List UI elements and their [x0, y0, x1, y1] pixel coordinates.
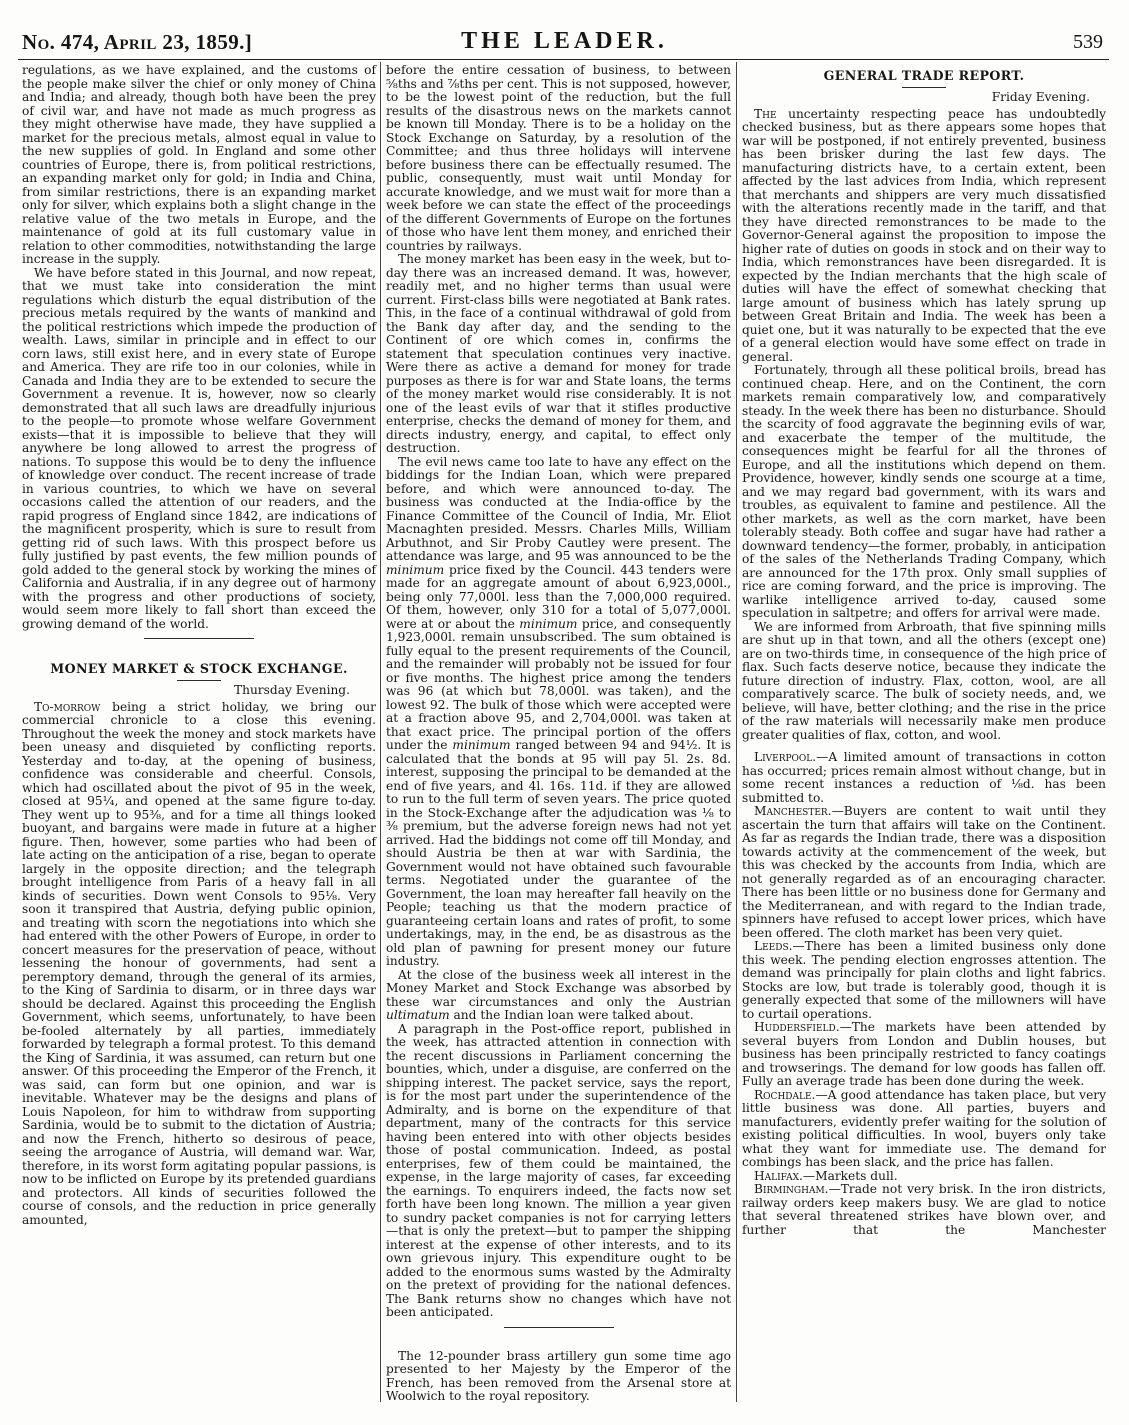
article-paragraph: [386, 969, 731, 1023]
article-paragraph: [386, 1350, 731, 1404]
article-paragraph: [386, 253, 731, 456]
article-paragraph: [742, 940, 1106, 1021]
paragraph-text: Fortunately, through all these political broils, bread has continued cheap. Here, and on the Continent, the corn markets remain comparatively low, and comparatively steady. In the week there has been no disturbance. Should the scarcity of food aggravate the beginning evils of war, and exacerbate the temper of the multitude, the consequences might be fearful for all the thrones of Europe, and all the institutions which depend on them. Providence, however, kindly sends one scourge at a time, and we may regard bad government, with its wars and troubles, as equivalent to famine and pestilence. All the other markets, as well as the corn market, have been tolerably steady. Both coffee and sugar have had rather a downward tendency—the former, probably, in anticipation of the sales of the Netherlands Trading Company, which are announced for the 17th prox. Only small supplies of rice are coming forward, and the price is improving. The warlike intelligence arrived to-day, caused some speculation in saltpetre; and offers for arrival were made.: [742, 363, 1106, 620]
italic-text: ultimatum: [386, 1008, 450, 1022]
article-paragraph: [22, 64, 376, 267]
article-paragraph: [742, 751, 1106, 805]
column-left: [22, 64, 376, 1404]
paragraph-text: We are informed from Arbroath, that five spinning mills are shut up in that town, and all the others (except one) are on two-thirds time, in consequence of the high price of flax. Such facts deserve notice, because they indicate the future direction of industry. Flax, cotton, wool, are all comparatively scarce. The bulk of society needs, and, we believe, will have, better clothing; and the rise in the price of the raw materials will necessarily make men produce greater qualities of flax, cotton, and wool.: [742, 619, 1106, 742]
article-paragraph: [386, 456, 731, 969]
paragraph-text: —Buyers are content to wait until they ascertain the turn that affairs will take on the Continent. As far as regards the Indian trade, there was a disposition towards activity at the commencement of the week, but this was checked by the accounts from India, which are not generally regarded as of an encouraging character. There has been little or no business done for Germany and the Mediterranean, and with regard to the Indian trade, spinners have refused to accept lower prices, which have been offered. The cloth market has been very quiet.: [742, 804, 1106, 940]
article-paragraph: [386, 64, 731, 253]
paragraph-lead-word: Leeds.: [754, 939, 793, 953]
paragraph-text: before the entire cessation of business, to between ⅝ths and ⅞ths per cent. This is not supposed, however, to be the lowest point of the reduction, but the full results of the disastrous news on the markets cannot be known till Monday. There is to be a holiday on the Stock Exchange on Saturday, by a resolution of the Committee; and thus three holidays will intervene before business there can be effectually resumed. The public, consequently, must wait until Monday for accurate knowledge, and we must wait for more than a week before we can state the effect of the proceedings of the different Governments of Europe on the fortunes of those who have lent them money, and enriched their countries by railways.: [386, 63, 731, 253]
paragraph-text: The money market has been easy in the week, but to-day there was an increased demand. It was, however, readily met, and no higher terms than usual were current. First-class bills were negotiated at Bank rates. This, in the face of a continual withdrawal of gold from the Bank day after day, and the sending to the Continent of ore which comes in, confirms the statement that speculation continues very inactive. Were there as active a demand for money for trade purposes as there is for war and State loans, the terms of the money market would rise considerably. It is not one of the least evils of war that it stifles productive enterprise, checks the demand of money for them, and directs industry, energy, and capital, to effect only destruction.: [386, 252, 731, 455]
paragraph-text: —There has been a limited business only done this week. The pending election engrosses attention. The demand was principally for plain cloths and light fabrics. Stocks are low, but trade is tolerably good, though it is generally expected that some of the millowners will have to curtail operations.: [742, 939, 1106, 1021]
section-heading: MONEY MARKET & STOCK EXCHANGE.: [50, 661, 348, 676]
paragraph-lead-word: Rochdale.: [754, 1087, 816, 1102]
paragraph-text: price fixed by the Council. 443 tenders were made for an aggregate amount of about 6,923,000l., being only 77,000l. less than the 7,000,000 required. Of them, however, only 310 for a total of 5,077,000l. were at or about the: [386, 562, 731, 631]
paragraph-text: being a strict holiday, we bring our commercial chronicle to a close this evening. Throughout the week the money and stock markets have been uneasy and disquieted by conflicting reports. Yesterday and to-day, at the opening of business, confidence was considerable and cheerful. Consols, which had oscillated about the pivot of 95 in the week, closed at 95¼, and opened at the same figure to-day. They went up to 95⅜, and for a time all things looked buoyant, and bargains were made in future at a higher figure. Then, however, some parties who had been of late acting on the anticipation of a rise, began to operate largely in the opposite direction; and the telegraph brought intelligence from Paris of a heavy fall in all kinds of securities. Down went Consols to 95⅛. Very soon it transpired that Austria, defying public opinion, and treating with scorn the negotiations into which she had entered with the other Powers of Europe, in order to concert measures for the preservation of peace, without lessening the honour of governments, had sent a peremptory demand, through the general of its armies, to the King of Sardinia to disarm, or in three days war should be declared. Against this proceeding the English Government, which seems, unfortunately, to have been be-fooled alternately by all parties, immediately forwarded by telegraph a formal protest. To this demand the King of Sardinia, it was assumed, can return but one answer. Of this proceeding the Emperor of the French, it was said, can form but one opinion, and war is inevitable. Whatever may be the designs and plans of Louis Napoleon, for him to withdraw from supporting Sardinia, would be to submit to the dictation of Austria; and now the French, hitherto so desirous of peace, seeing the arrogance of Austria, will demand war. War, therefore, in its worst form agitating popular passions, is now to be inflicted on Europe by its pretended guardians and protectors. All kinds of securities followed the course of consols, and the reduction in price generally amounted,: [22, 699, 376, 1227]
paragraph-lead-word: Halifax.: [754, 1168, 803, 1183]
paragraph-text: —The markets have been attended by several buyers from London and Dublin houses, but business has been principally restricted to fancy coatings and trowserings. The demand for low goods has fallen off. Fully an average trade has been done during the week.: [742, 1020, 1106, 1088]
paragraph-text: —A limited amount of transactions in cotton has occurred; prices remain almost without change, but in some recent instances a reduction of ⅛d. has been submitted to.: [742, 750, 1106, 805]
article-paragraph: [742, 364, 1106, 621]
article-paragraph: [742, 1170, 1106, 1184]
paragraph-text: A paragraph in the Post-office report, published in the week, has attracted attention in connection with the recent discussions in Parliament concerning the bounties, which, under a disguise, are conferred on the shipping interest. The packet service, says the report, is for the most part under the superintendence of the Admiralty, and is borne on the expenditure of that department, many of the contracts for this service having been entered into with other objects besides those of postal communication. Indeed, as postal enterprises, few of them could be maintained, the expense, in the large majority of cases, far exceeding the earnings. To enquirers indeed, the facts now set forth have been long known. The million a year given to sundry packet companies is not for carrying letters—that is only the pretext—but to pamper the shipping interest at the expense of other interests, and to its own grievous injury. This expenditure ought to be added to the enormous sums wasted by the Admiralty on the pretext of providing for the national defences. The Bank returns show no changes which have not been anticipated.: [386, 1021, 731, 1319]
section-divider-rule: [144, 638, 254, 639]
paragraph-text: regulations, as we have explained, and the customs of the people make silver the chief or only money of China and India; and already, though both have been the prey of civil war, and have not made as much progress as they might otherwise have made, they have supplied a market for the precious metals, almost equal in value to the new supplies of gold. In England and some other countries of Europe, there is, from political restrictions, an expanding market only for gold; in India and China, from similar restrictions, there is an expanding market only for silver, which explains both a slight change in the relative value of the two metals in Europe, and the maintenance of gold at its full customary value in relation to other commodities, notwithstanding the large increase in the supply.: [22, 63, 376, 266]
section-divider-rule: [177, 680, 221, 681]
column-divider: [380, 62, 381, 1402]
paragraph-text: —Trade not very brisk. In the iron districts, railway orders keep makers busy. We are glad to notice that several threatened strikes have blown over, and further that the Manchester: [742, 1182, 1106, 1237]
article-paragraph: [22, 701, 376, 1228]
article-paragraph: [742, 1183, 1106, 1237]
article-paragraph: [742, 621, 1106, 743]
column-right: [742, 64, 1106, 1404]
paragraph-lead-word: The: [754, 106, 777, 121]
paragraph-text: uncertainty respecting peace has undoubtedly checked business, but as there appears some hopes that war will be postponed, if not entirely prevented, business has been brisker during the last few days. The manufacturing districts have, to a certain extent, been affected by the last advices from India, which represent that merchants and shippers are very much dissatisfied with the alterations recently made in the tariff, and that they have directed remonstrances to be made to the Governor-General against the proposition to impose the higher rate of duties on goods in stock and on their way to India, which remonstrances have been disregarded. It is expected by the Indian merchants that the high scale of duties will have the effect of somewhat checking that large amount of business which has lately sprung up between Great Britain and India. The week has been a quiet one, but it was naturally to be expected that the eve of a general election would have some effect on trade in general.: [742, 106, 1106, 364]
paragraph-text: —Markets dull.: [802, 1168, 898, 1183]
paragraph-lead-word: To-morrow: [34, 699, 101, 714]
article-paragraph: [742, 1089, 1106, 1170]
article-paragraph: [22, 267, 376, 632]
italic-text: minimum: [452, 738, 511, 752]
section-dateline: Friday Evening.: [991, 90, 1090, 104]
paragraph-lead-word: Manchester.: [754, 804, 832, 818]
column-middle: [386, 64, 731, 1404]
page-number: 539: [1073, 31, 1103, 53]
paragraph-text: At the close of the business week all interest in the Money Market and Stock Exchange was absorbed by these war circumstances and only the Austrian: [386, 967, 731, 1009]
paragraph-text: The evil news came too late to have any effect on the biddings for the Indian Loan, which were prepared before, and which were announced to-day. The business was conducted at the India-office by the Finance Committee of the Council of India, Mr. Eliot Macnaghten presided. Messrs. Charles Mills, William Arbuthnot, and Sir Proby Cautley were present. The attendance was large, and 95 was announced to be the: [386, 454, 731, 563]
section-divider-rule: [504, 1327, 614, 1328]
column-divider: [736, 62, 737, 1402]
paragraph-text: and the Indian loan were talked about.: [449, 1008, 694, 1022]
italic-text: minimum: [519, 616, 578, 631]
paragraph-text: ranged between 94 and 94½. It is calculated that the bonds at 95 will pay 5l. 2s. 8d. interest, supposing the principal to be demanded at the end of five years, and 4l. 16s. 11d. if they are allowed to run to the full term of seven years. The price quoted in the Stock-Exchange after the adjudication was ⅛ to ⅜ premium, but the adverse foreign news had not yet arrived. Had the biddings not come off till Monday, and should Austria be then at war with Sardinia, the Government would not have obtained such favourable terms. Negotiated under the guarantee of the Government, the loan may hereafter fall heavily on the People; teaching us that the modern practice of guaranteeing certain loans and rates of profit, to some undertakings, may, in the end, be as disastrous as the old plan of pawning for present money our future industry.: [386, 738, 732, 968]
article-paragraph: [742, 108, 1106, 365]
paragraph-text: We have before stated in this Journal, and now repeat, that we must take into consideration the mint regulations which disturb the equal distribution of the precious metals required by the wants of mankind and the political restrictions which impede the production of wealth. Laws, similar in principle and in effect to our corn laws, still exist here, and in every state of Europe and America. They are rife too in our colonies, while in Canada and India they are to be extended to secure the Government a revenue. It is, however, now so clearly demonstrated that all such laws are dreadfully injurious to the people—to promote whose welfare Government exists—that it is impossible to believe that they will anywhere be long allowed to arrest the progress of nations. To suppose this would be to deny the influence of knowledge over conduct. The recent increase of trade in various countries, to which we have on several occasions called the attention of our readers, and the rapid progress of England since 1842, are indications of the magnificent prosperity, which is sure to result from getting rid of such laws. With this prospect before us fully justified by past events, the few million pounds of gold added to the general stock by working the mines of California and Australia, if in any degree out of harmony with the progress and other productions of society, would seem more likely to fall short than exceed the growing demand of the world.: [22, 265, 376, 631]
paragraph-text: The 12-pounder brass artillery gun some time ago presented to her Majesty by the Emperor of the French, has been removed from the Arsenal store at Woolwich to the royal repository.: [386, 1348, 731, 1403]
newspaper-title: THE LEADER.: [461, 28, 668, 54]
header-rule: [18, 59, 1109, 60]
paragraph-text: price, and consequently 1,923,000l. remain unsubscribed. The sum obtained is fully equal to the present requirements of the Council, and the remainder will probably not be issued for four or five months. The highest price among the tenders was 96 (at which but 78,000l. was taken), and the lowest 92. The bulk of those which were accepted were at a fraction above 95, and 2,704,000l. was taken at that exact price. The principal portion of the offers under the: [386, 616, 731, 752]
paragraph-lead-word: Huddersfield.: [754, 1020, 840, 1034]
article-paragraph: [742, 1021, 1106, 1089]
article-paragraph: [742, 805, 1106, 940]
paragraph-lead-word: Birmingham.: [754, 1182, 829, 1196]
paragraph-lead-word: Liverpool.: [754, 750, 817, 764]
paragraph-text: —A good attendance has taken place, but very little business was done. All parties, buyers and manufacturers, evidently prefer waiting for the solution of existing political difficulties. In wool, buyers only take what they want for immediate use. The demand for combings has been slack, and the price has fallen.: [742, 1087, 1106, 1169]
italic-text: minimum: [386, 562, 445, 577]
issue-date-line: No. 474, April 23, 1859.]: [22, 30, 253, 54]
section-heading: GENERAL TRADE REPORT.: [823, 68, 1025, 83]
article-paragraph: [386, 1023, 731, 1320]
section-dateline: Thursday Evening.: [233, 683, 350, 697]
section-divider-rule: [902, 87, 946, 88]
